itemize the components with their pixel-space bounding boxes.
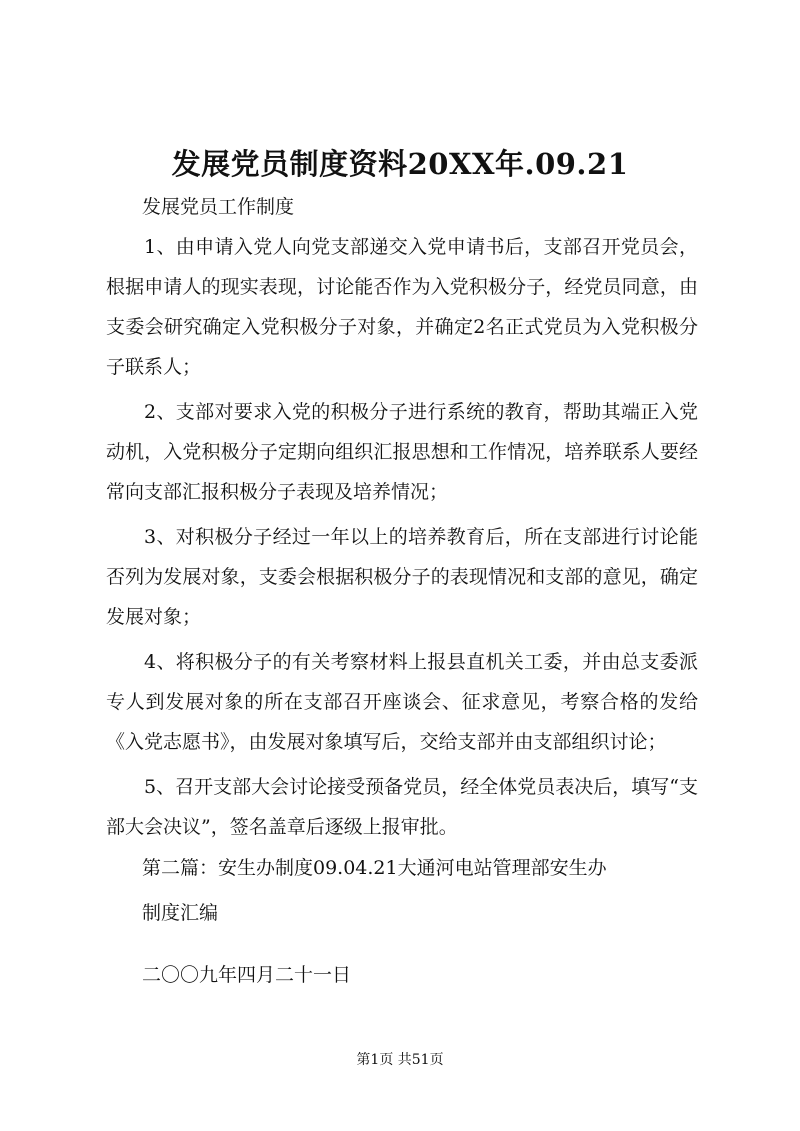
- paragraph-3: 3、对积极分子经过一年以上的培养教育后，所在支部进行讨论能否列为发展对象，支委会根据积极分子的表现情况和支部的意见，确定发展对象；: [106, 526, 698, 628]
- second-section-title-line2: 制度汇编: [142, 902, 219, 924]
- page-footer: 第1页 共51页: [356, 1052, 444, 1068]
- paragraph-5: 5、召开支部大会讨论接受预备党员，经全体党员表决后，填写“支部大会决议”，签名盖章后逐级上报审批。: [106, 776, 698, 838]
- paragraph-4: 4、将积极分子的有关考察材料上报县直机关工委，并由总支委派专人到发展对象的所在支部召开座谈会、征求意见，考察合格的发给《入党志愿书》，由发展对象填写后，交给支部并由支部组织讨论；: [106, 651, 698, 753]
- second-section-title-line1: 第二篇：安生办制度09.04.21大通河电站管理部安生办: [142, 857, 607, 879]
- body-text: [106, 227, 698, 852]
- date-line: 二〇〇九年四月二十一日: [142, 964, 352, 986]
- page-title: 发展党员制度资料20XX年.09.21: [171, 147, 629, 181]
- section-heading: 发展党员工作制度: [142, 196, 295, 218]
- paragraph-2: 2、支部对要求入党的积极分子进行系统的教育，帮助其端正入党动机，入党积极分子定期向组织汇报思想和工作情况，培养联系人要经常向支部汇报积极分子表现及培养情况；: [106, 401, 698, 503]
- paragraph-1: 1、由申请入党人向党支部递交入党申请书后，支部召开党员会，根据申请人的现实表现，讨论能否作为入党积极分子，经党员同意，由支委会研究确定入党积极分子对象，并确定2名正式党员为入党积极分子联系人；: [106, 236, 698, 378]
